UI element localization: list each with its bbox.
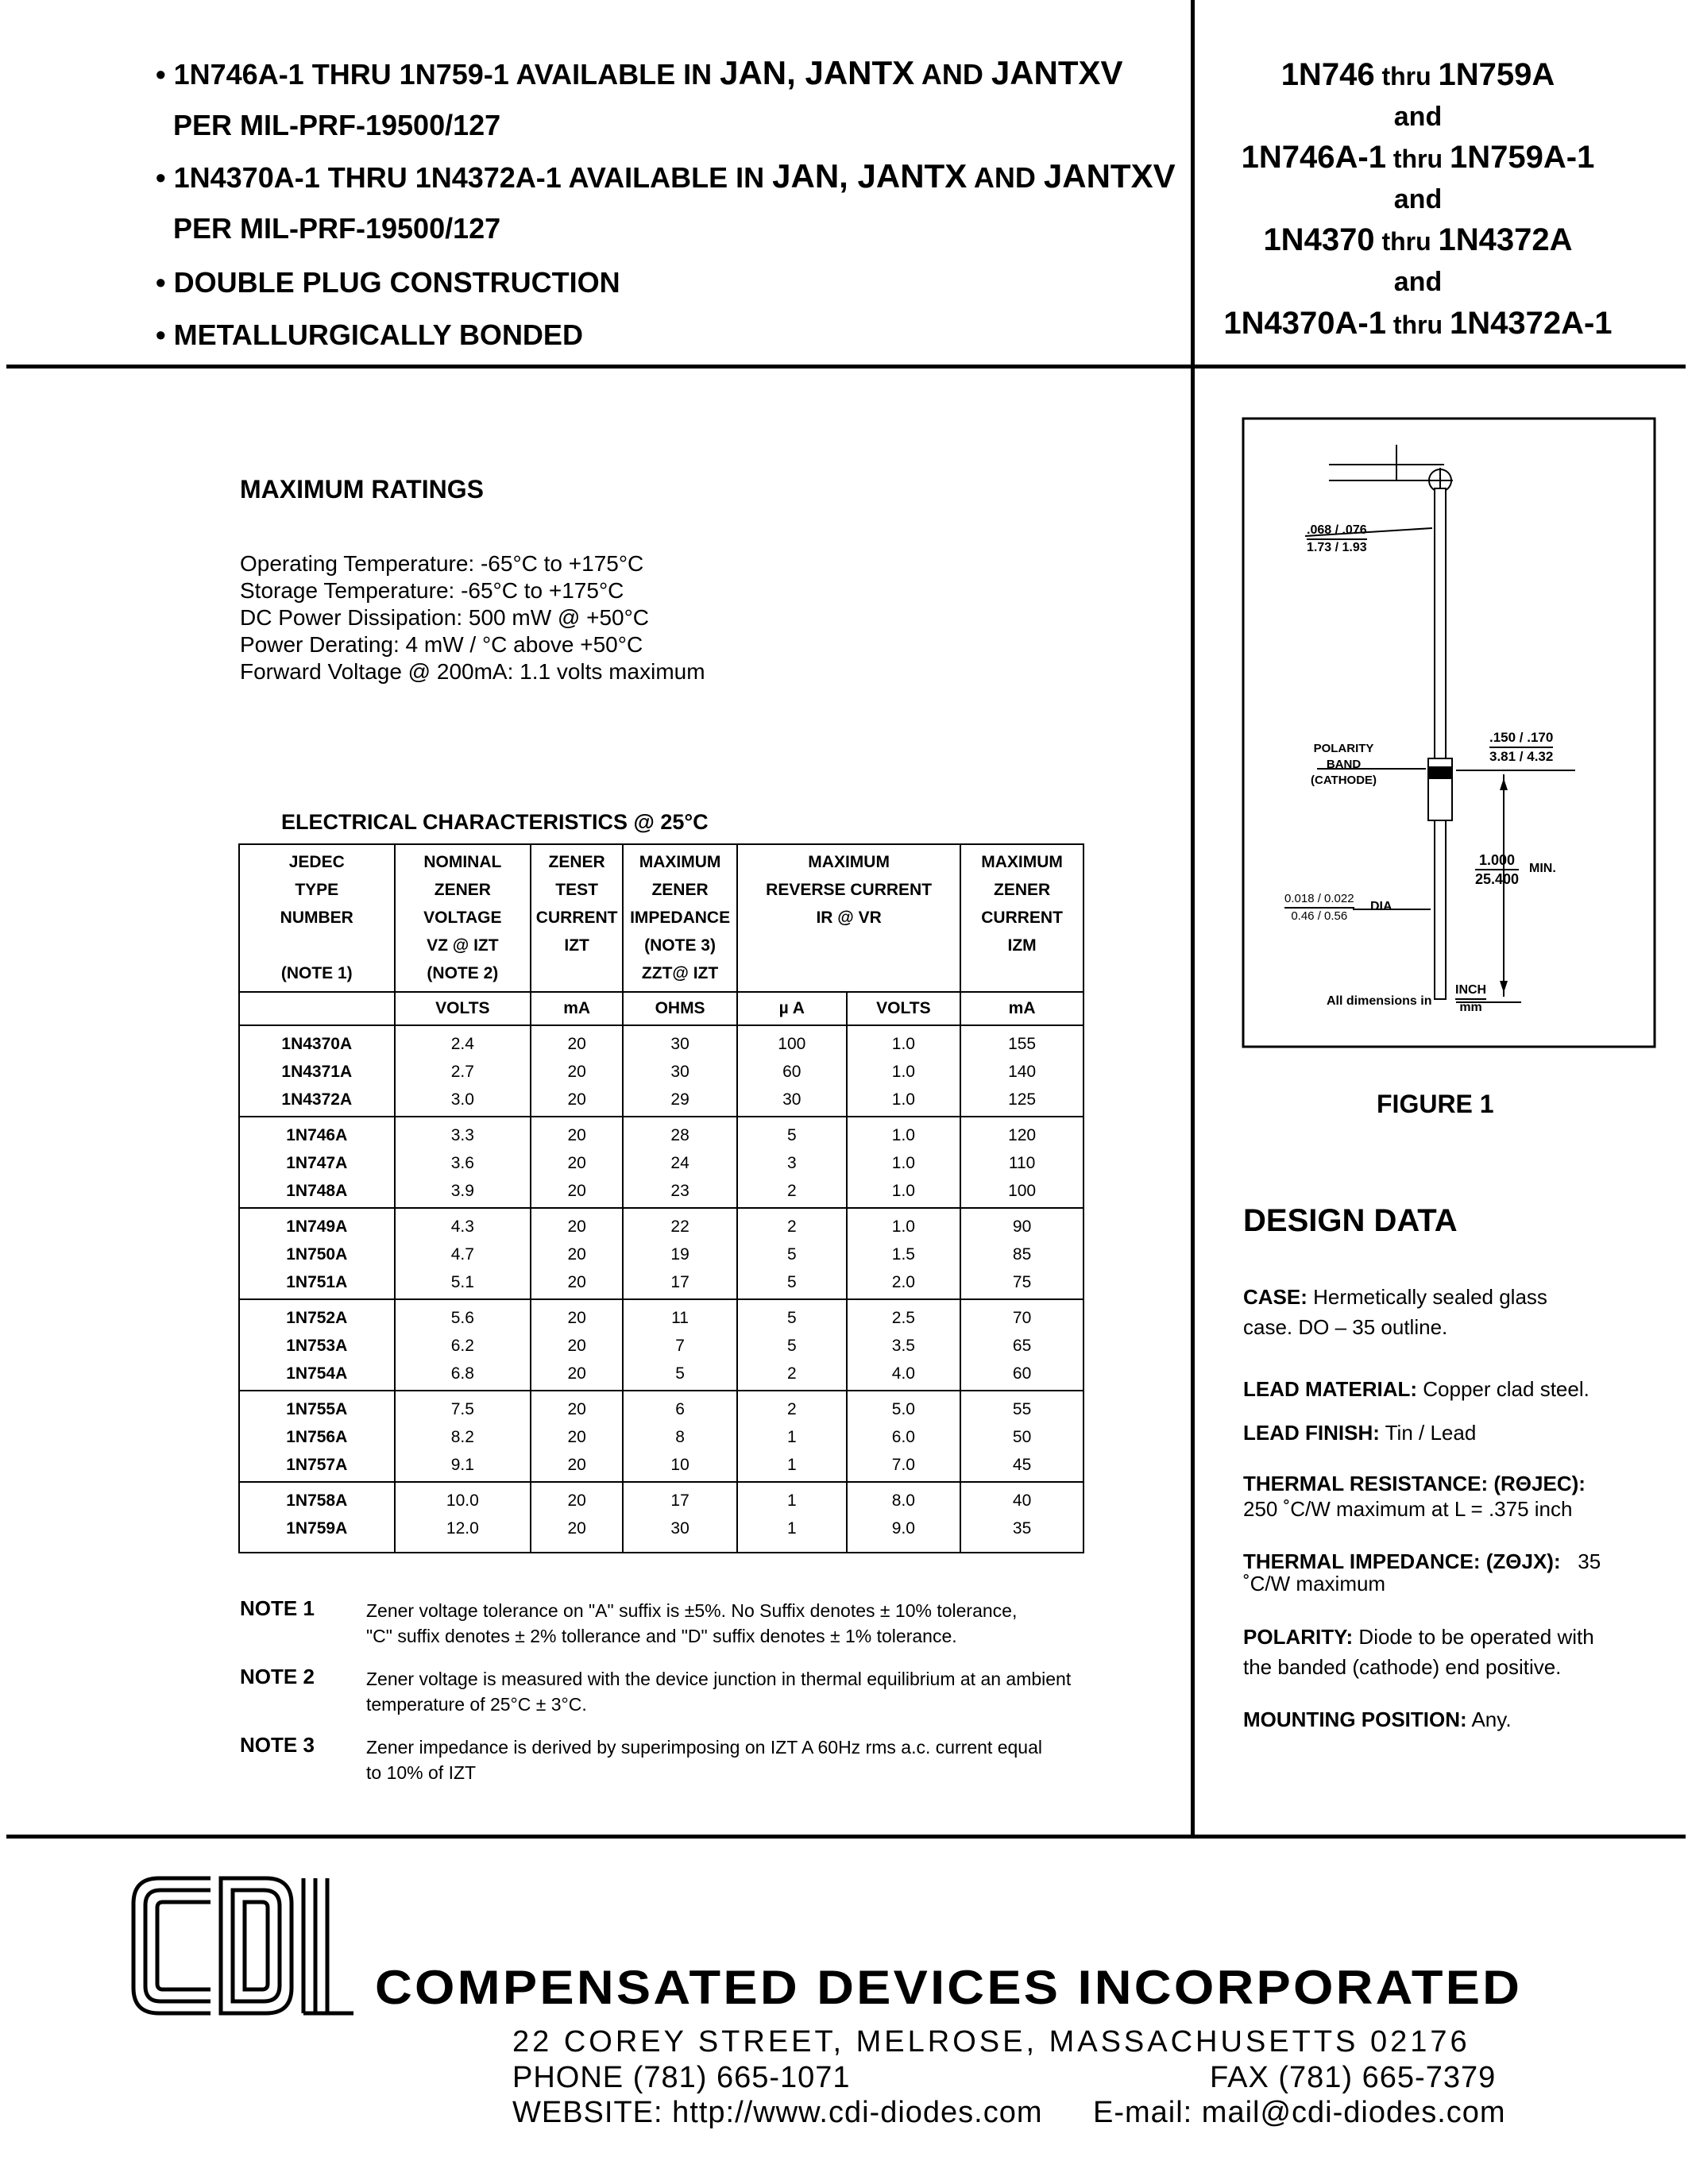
cell-value: 2 — [786, 1364, 797, 1383]
table-body — [239, 1025, 1083, 1553]
table-cell — [395, 1299, 531, 1391]
type-number: 1N755A — [286, 1400, 348, 1418]
units-note: All dimensions in — [1327, 994, 1432, 1008]
cell-value: 20 — [567, 1400, 586, 1418]
cell-value: 5 — [786, 1245, 797, 1264]
cell-value: 85 — [1012, 1245, 1032, 1264]
design-lead-finish: LEAD FINISH: Tin / Lead — [1243, 1421, 1477, 1445]
cell-value: 20 — [567, 1063, 586, 1081]
cell-value: 7.5 — [450, 1400, 474, 1418]
company-phone: PHONE (781) 665-1071 — [512, 2061, 851, 2094]
bullet-metallurgically-bonded: • METALLURGICALLY BONDED — [156, 318, 583, 351]
table-cell — [239, 1482, 395, 1553]
note-2-text: Zener voltage is measured with the device junction in thermal equilibrium at an ambient temperature of 25°C ± 3°C. — [366, 1669, 1072, 1715]
header-rule — [6, 365, 1686, 369]
cell-value: 20 — [567, 1364, 586, 1383]
table-cell — [623, 1208, 737, 1299]
dim-lead-diameter: .068 / .076 1.73 / 1.93 — [1307, 523, 1367, 554]
col-reverse-header: MAXIMUM REVERSE CURRENT IR @ VR — [737, 844, 960, 992]
ratings-title: MAXIMUM RATINGS — [240, 475, 484, 504]
note-2-label: NOTE 2 — [240, 1665, 315, 1688]
cell-value: 6.0 — [891, 1428, 915, 1446]
part-range-1n4370a-1: 1N4370A-1 thru 1N4372A-1 — [1223, 306, 1613, 341]
table-cell — [960, 1208, 1083, 1299]
cell-value: 9.1 — [450, 1456, 474, 1474]
unit-cell: µ A — [737, 992, 847, 1025]
polarity-band-label: POLARITY BAND (CATHODE) — [1311, 742, 1377, 787]
cell-value: 4.3 — [450, 1217, 474, 1236]
table-cell — [239, 1391, 395, 1482]
col-type-header: JEDEC TYPE NUMBER (NOTE 1) — [239, 844, 395, 992]
cell-value: 19 — [670, 1245, 689, 1264]
figure-caption: FIGURE 1 — [1377, 1090, 1494, 1118]
cell-value: 17 — [670, 1491, 689, 1510]
unit-cell: VOLTS — [395, 992, 531, 1025]
cell-value: 100 — [778, 1035, 806, 1053]
unit-cell: OHMS — [623, 992, 737, 1025]
table-header-row — [239, 844, 1083, 992]
table-cell — [960, 1299, 1083, 1391]
design-lead-material: LEAD MATERIAL: Copper clad steel. — [1243, 1377, 1590, 1401]
cell-value: 100 — [1008, 1182, 1037, 1200]
cell-value: 20 — [567, 1519, 586, 1538]
part-range-1n4370: 1N4370 thru 1N4372A — [1263, 222, 1573, 257]
cell-value: 1.5 — [891, 1245, 915, 1264]
cell-value: 90 — [1012, 1217, 1032, 1236]
type-number: 1N749A — [286, 1217, 348, 1236]
table-cell — [847, 1117, 961, 1208]
bullet-double-plug: • DOUBLE PLUG CONSTRUCTION — [156, 266, 620, 299]
cell-value: 2.4 — [450, 1035, 474, 1053]
electrical-title: ELECTRICAL CHARACTERISTICS @ 25°C — [281, 810, 709, 834]
table-cell — [531, 1117, 623, 1208]
table-cell — [623, 1117, 737, 1208]
cell-value: 1 — [786, 1491, 797, 1510]
cell-value: 155 — [1008, 1035, 1037, 1053]
cell-value: 3.3 — [450, 1126, 474, 1144]
cell-value: 17 — [670, 1273, 689, 1291]
cell-value: 20 — [567, 1217, 586, 1236]
unit-cell: mA — [960, 992, 1083, 1025]
table-cell — [531, 1208, 623, 1299]
bullet-jan-1n746: • 1N746A-1 THRU 1N759-1 AVAILABLE IN JAN, JANTX AND JANTXV — [156, 54, 1123, 91]
cell-value: 30 — [782, 1090, 802, 1109]
cell-value: 29 — [670, 1090, 689, 1109]
type-number: 1N747A — [286, 1154, 348, 1172]
table-cell — [960, 1391, 1083, 1482]
company-website[interactable]: WEBSITE: http://www.cdi-diodes.com — [512, 2096, 1043, 2129]
bullet-mil-spec-1: PER MIL-PRF-19500/127 — [173, 109, 501, 141]
table-cell — [623, 1482, 737, 1553]
cell-value: 10 — [670, 1456, 689, 1474]
design-mounting: MOUNTING POSITION: Any. — [1243, 1707, 1512, 1731]
unit-cell — [239, 992, 395, 1025]
table-cell — [531, 1299, 623, 1391]
cell-value: 30 — [670, 1063, 689, 1081]
table-cell — [960, 1482, 1083, 1553]
cell-value: 6.2 — [450, 1337, 474, 1355]
cell-value: 45 — [1012, 1456, 1032, 1474]
table-cell — [239, 1299, 395, 1391]
rating-line: Operating Temperature: -65°C to +175°C — [240, 551, 644, 576]
type-number: 1N4370A — [281, 1035, 353, 1053]
type-number: 1N748A — [286, 1182, 348, 1200]
cell-value: 24 — [670, 1154, 689, 1172]
cell-value: 6.8 — [450, 1364, 474, 1383]
cell-value: 2 — [786, 1217, 797, 1236]
cell-value: 20 — [567, 1090, 586, 1109]
table-cell — [960, 1117, 1083, 1208]
cell-value: 2.7 — [450, 1063, 474, 1081]
cell-value: 5 — [786, 1273, 797, 1291]
cell-value: 3.5 — [891, 1337, 915, 1355]
table-cell — [737, 1391, 847, 1482]
cell-value: 70 — [1012, 1309, 1032, 1327]
table-cell — [395, 1025, 531, 1117]
cell-value: 50 — [1012, 1428, 1032, 1446]
cell-value: 2.0 — [891, 1273, 915, 1291]
table-row-group — [239, 1482, 1083, 1553]
table-cell — [395, 1117, 531, 1208]
type-number: 1N757A — [286, 1456, 348, 1474]
cell-value: 60 — [782, 1063, 802, 1081]
cell-value: 5 — [675, 1364, 685, 1383]
note-1-label: NOTE 1 — [240, 1596, 315, 1620]
rating-line: Storage Temperature: -65°C to +175°C — [240, 578, 624, 603]
type-number: 1N758A — [286, 1491, 348, 1510]
cell-value: 8.0 — [891, 1491, 915, 1510]
cell-value: 5.6 — [450, 1309, 474, 1327]
table-cell — [395, 1208, 531, 1299]
table-row-group — [239, 1208, 1083, 1299]
table-cell — [847, 1482, 961, 1553]
rating-line: Power Derating: 4 mW / °C above +50°C — [240, 632, 643, 657]
table-cell — [531, 1391, 623, 1482]
cell-value: 5 — [786, 1126, 797, 1144]
bullet-mil-spec-2: PER MIL-PRF-19500/127 — [173, 212, 501, 245]
company-fax: FAX (781) 665-7379 — [1210, 2061, 1497, 2094]
note-3-label: NOTE 3 — [240, 1733, 315, 1757]
col-izm-header: MAXIMUM ZENER CURRENT IZM — [960, 844, 1083, 992]
table-cell — [239, 1208, 395, 1299]
unit-cell: mA — [531, 992, 623, 1025]
table-cell — [847, 1025, 961, 1117]
cell-value: 22 — [670, 1217, 689, 1236]
cell-value: 4.7 — [450, 1245, 474, 1264]
company-name: COMPENSATED DEVICES INCORPORATED — [375, 1961, 1523, 2014]
cell-value: 20 — [567, 1337, 586, 1355]
cell-value: 8 — [675, 1428, 685, 1446]
cell-value: 30 — [670, 1519, 689, 1538]
cell-value: 2.5 — [891, 1309, 915, 1327]
table-cell — [737, 1025, 847, 1117]
design-case: CASE: Hermetically sealed glass case. DO – 35 outline. — [1243, 1285, 1547, 1339]
cell-value: 2 — [786, 1400, 797, 1418]
cell-value: 3.9 — [450, 1182, 474, 1200]
cell-value: 1.0 — [891, 1154, 915, 1172]
cell-value: 1.0 — [891, 1035, 915, 1053]
dim-min-label: MIN. — [1529, 862, 1556, 875]
cell-value: 5.1 — [450, 1273, 474, 1291]
cell-value: 7 — [675, 1337, 685, 1355]
type-number: 1N759A — [286, 1519, 348, 1538]
table-cell — [847, 1208, 961, 1299]
cell-value: 20 — [567, 1154, 586, 1172]
cell-value: 11 — [671, 1309, 689, 1327]
type-number: 1N756A — [286, 1428, 348, 1446]
cell-value: 20 — [567, 1245, 586, 1264]
note-1-text: Zener voltage tolerance on "A" suffix is ±5%. No Suffix denotes ± 10% tolerance, "C" suffix denotes ± 2% tollerance and "D" suffix denotes ± 1% tolerance. — [366, 1600, 1018, 1646]
cell-value: 5.0 — [891, 1400, 915, 1418]
cell-value: 3.0 — [450, 1090, 474, 1109]
col-current-header: ZENER TEST CURRENT IZT — [531, 844, 623, 992]
cell-value: 110 — [1008, 1154, 1036, 1172]
cell-value: 40 — [1012, 1491, 1032, 1510]
note-3-text: Zener impedance is derived by superimposing on IZT A 60Hz rms a.c. current equal to 10% of IZT — [366, 1737, 1042, 1783]
dim-dia-label: DIA — [1370, 900, 1393, 913]
cell-value: 28 — [670, 1126, 689, 1144]
type-number: 1N4371A — [281, 1063, 353, 1081]
table-row-group — [239, 1025, 1083, 1117]
table-cell — [623, 1391, 737, 1482]
part-range-1n746: 1N746 thru 1N759A — [1280, 57, 1555, 92]
cell-value: 8.2 — [450, 1428, 474, 1446]
cell-value: 2 — [786, 1182, 797, 1200]
table-cell — [531, 1025, 623, 1117]
cell-value: 5 — [786, 1309, 797, 1327]
table-cell — [623, 1025, 737, 1117]
cell-value: 20 — [567, 1309, 586, 1327]
cell-value: 12.0 — [446, 1519, 479, 1538]
cell-value: 35 — [1012, 1519, 1032, 1538]
cell-value: 1.0 — [891, 1182, 915, 1200]
cell-value: 20 — [567, 1035, 586, 1053]
bullet-jan-1n4370: • 1N4370A-1 THRU 1N4372A-1 AVAILABLE IN JAN, JANTX AND JANTXV — [156, 157, 1176, 195]
table-row-group — [239, 1391, 1083, 1482]
electrical-table — [238, 843, 1084, 1553]
cell-value: 5 — [786, 1337, 797, 1355]
cell-value: 120 — [1008, 1126, 1037, 1144]
cell-value: 1 — [786, 1456, 797, 1474]
cell-value: 1 — [786, 1519, 797, 1538]
table-row-group — [239, 1117, 1083, 1208]
cdi-logo — [127, 1870, 357, 2021]
cell-value: 4.0 — [891, 1364, 915, 1383]
part-range-1n746a-1: 1N746A-1 thru 1N759A-1 — [1241, 140, 1595, 175]
table-cell — [531, 1482, 623, 1553]
type-number: 1N754A — [286, 1364, 348, 1383]
table-cell — [737, 1482, 847, 1553]
col-impedance-header: MAXIMUM ZENER IMPEDANCE (NOTE 3) ZZT@ IZT — [623, 844, 737, 992]
design-thermal-impedance: THERMAL IMPEDANCE: (ZΘJX): 35 ˚C/W maximum — [1243, 1549, 1601, 1596]
and-text: and — [1393, 102, 1443, 132]
unit-cell: VOLTS — [847, 992, 961, 1025]
and-text: and — [1393, 184, 1443, 214]
cell-value: 65 — [1012, 1337, 1032, 1355]
cell-value: 20 — [567, 1428, 586, 1446]
cell-value: 60 — [1012, 1364, 1032, 1383]
type-number: 1N4372A — [281, 1090, 353, 1109]
cell-value: 3.6 — [450, 1154, 474, 1172]
design-polarity: POLARITY: Diode to be operated with the banded (cathode) end positive. — [1243, 1625, 1594, 1679]
cell-value: 3 — [786, 1154, 797, 1172]
type-number: 1N751A — [286, 1273, 348, 1291]
type-number: 1N746A — [286, 1126, 348, 1144]
dim-body-length: .150 / .170 3.81 / 4.32 — [1489, 730, 1554, 764]
and-text: and — [1393, 267, 1443, 297]
cell-value: 10.0 — [446, 1491, 479, 1510]
cell-value: 20 — [567, 1273, 586, 1291]
units-row — [239, 992, 1083, 1025]
cell-value: 55 — [1012, 1400, 1032, 1418]
company-email[interactable]: E-mail: mail@cdi-diodes.com — [1093, 2096, 1506, 2129]
table-cell — [239, 1025, 395, 1117]
cell-value: 9.0 — [891, 1519, 915, 1538]
cell-value: 23 — [670, 1182, 689, 1200]
cell-value: 6 — [675, 1400, 685, 1418]
col-voltage-header: NOMINAL ZENER VOLTAGE VZ @ IZT (NOTE 2) — [395, 844, 531, 992]
table-cell — [623, 1299, 737, 1391]
table-cell — [395, 1482, 531, 1553]
cell-value: 75 — [1012, 1273, 1032, 1291]
rating-line: Forward Voltage @ 200mA: 1.1 volts maximum — [240, 659, 705, 684]
type-number: 1N753A — [286, 1337, 348, 1355]
table-cell — [847, 1299, 961, 1391]
cell-value: 20 — [567, 1491, 586, 1510]
table-cell — [960, 1025, 1083, 1117]
cell-value: 1.0 — [891, 1217, 915, 1236]
cell-value: 1.0 — [891, 1090, 915, 1109]
footer-rule — [6, 1835, 1686, 1839]
rating-line: DC Power Dissipation: 500 mW @ +50°C — [240, 605, 650, 630]
table-cell — [737, 1299, 847, 1391]
cell-value: 140 — [1008, 1063, 1037, 1081]
table-cell — [395, 1391, 531, 1482]
cell-value: 1 — [786, 1428, 797, 1446]
type-number: 1N750A — [286, 1245, 348, 1264]
table-cell — [239, 1117, 395, 1208]
table-row-group — [239, 1299, 1083, 1391]
design-data-title: DESIGN DATA — [1243, 1203, 1458, 1238]
units-inch-mm: INCH mm — [1455, 983, 1487, 1014]
cell-value: 20 — [567, 1126, 586, 1144]
cell-value: 20 — [567, 1182, 586, 1200]
type-number: 1N752A — [286, 1309, 348, 1327]
cell-value: 20 — [567, 1456, 586, 1474]
cell-value: 1.0 — [891, 1063, 915, 1081]
company-address: 22 COREY STREET, MELROSE, MASSACHUSETTS 02176 — [512, 2025, 1470, 2059]
cell-value: 7.0 — [891, 1456, 915, 1474]
do35-outline-drawing — [1242, 417, 1656, 1048]
table-cell — [737, 1117, 847, 1208]
dim-lead-length: 1.000 25.400 — [1475, 852, 1520, 887]
cell-value: 30 — [670, 1035, 689, 1053]
table-cell — [847, 1391, 961, 1482]
cell-value: 125 — [1008, 1090, 1037, 1109]
table-cell — [737, 1208, 847, 1299]
dim-lead-dia: 0.018 / 0.022 0.46 / 0.56 — [1284, 892, 1354, 923]
design-thermal-resistance: THERMAL RESISTANCE: (RΘJEC): 250 ˚C/W maximum at L = .375 inch — [1243, 1472, 1586, 1521]
cell-value: 1.0 — [891, 1126, 915, 1144]
